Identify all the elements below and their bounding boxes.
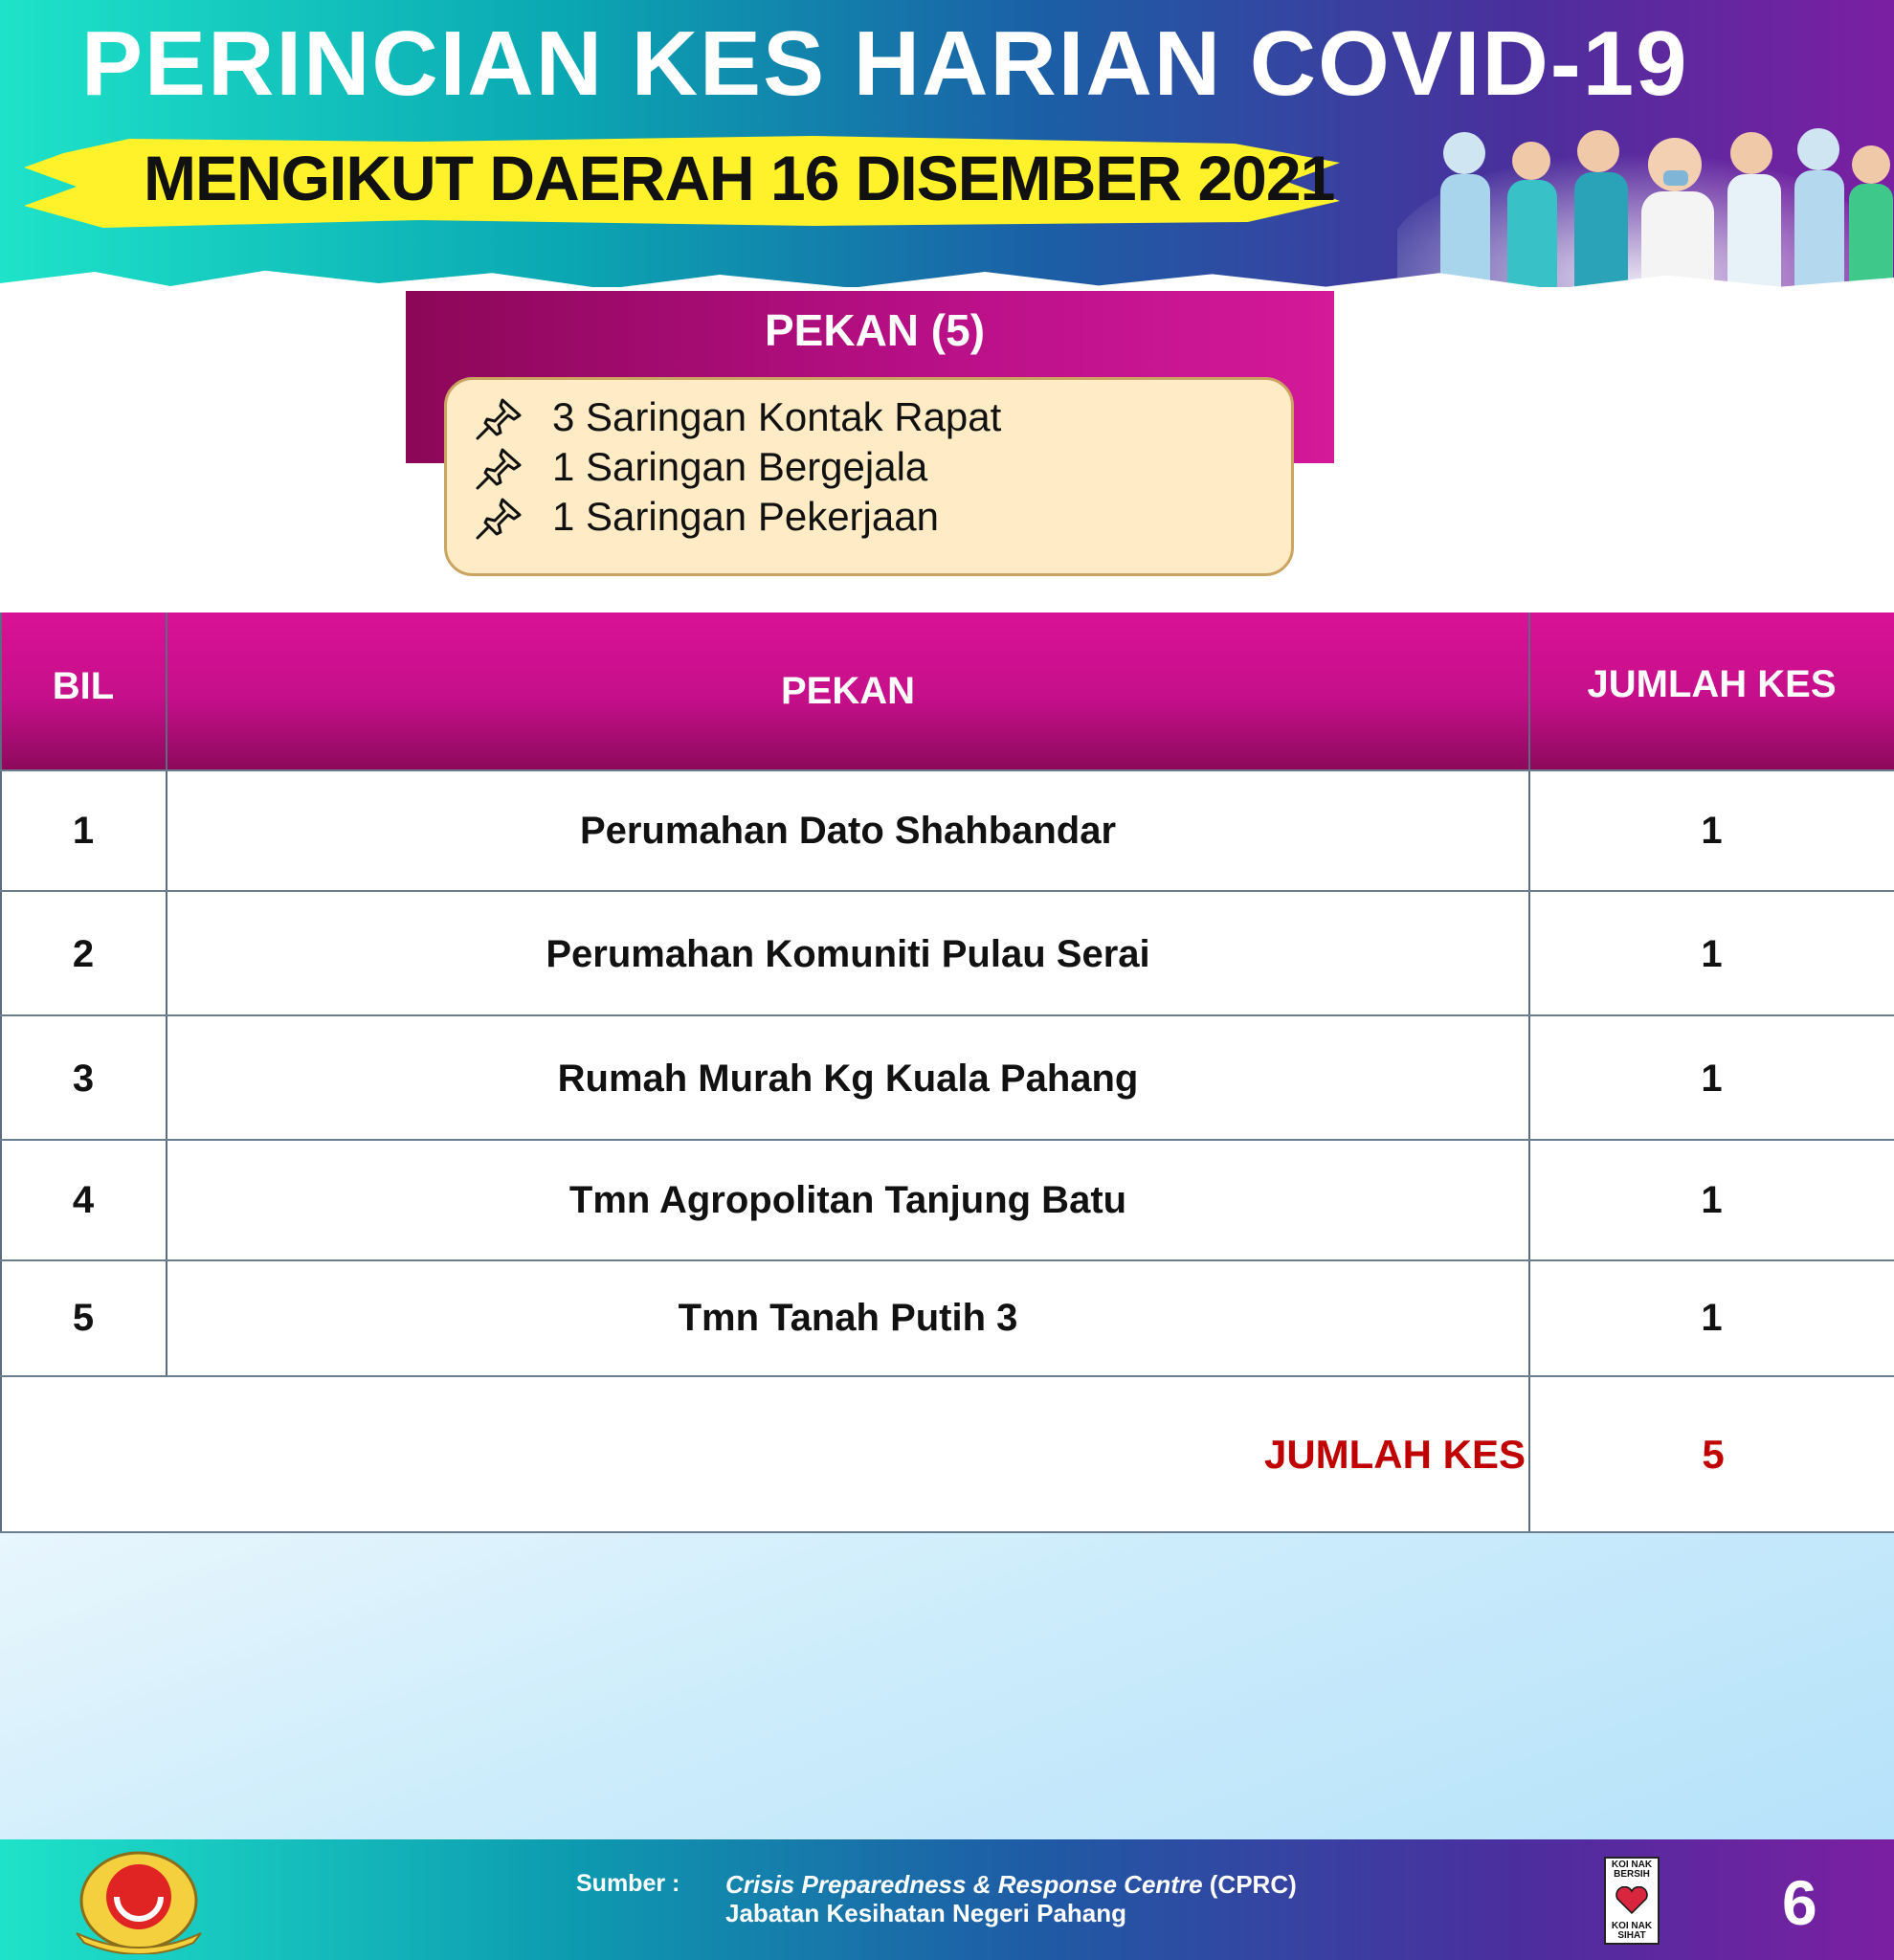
source-label: Sumber : bbox=[576, 1870, 680, 1897]
page-number: 6 bbox=[1782, 1867, 1817, 1938]
row-location: Rumah Murah Kg Kuala Pahang bbox=[557, 1058, 1139, 1100]
row-divider bbox=[0, 1139, 1894, 1141]
column-header-cases: JUMLAH KES bbox=[1587, 663, 1837, 705]
pushpin-icon bbox=[474, 444, 527, 490]
source-line-2: Jabatan Kesihatan Negeri Pahang bbox=[725, 1899, 1127, 1927]
source-organisation: Crisis Preparedness & Response Centre bbox=[725, 1870, 1203, 1899]
row-cases: 1 bbox=[1701, 1179, 1723, 1221]
source-acronym: (CPRC) bbox=[1202, 1870, 1297, 1899]
row-number: 3 bbox=[72, 1058, 95, 1100]
column-divider bbox=[166, 612, 167, 1376]
total-value: 5 bbox=[1702, 1432, 1725, 1477]
row-number: 4 bbox=[72, 1179, 95, 1221]
pushpin-icon bbox=[474, 394, 527, 440]
healthcare-workers-illustration bbox=[1397, 115, 1894, 287]
row-divider bbox=[0, 1259, 1894, 1261]
row-location: Tmn Tanah Putih 3 bbox=[678, 1297, 1018, 1339]
jkn-pahang-logo bbox=[57, 1847, 220, 1954]
background-sky-panel bbox=[0, 1533, 1894, 1839]
screening-item-text: 3 Saringan Kontak Rapat bbox=[552, 394, 1002, 439]
row-number: 1 bbox=[72, 810, 95, 852]
row-number: 2 bbox=[72, 933, 95, 975]
row-cases: 1 bbox=[1701, 810, 1723, 852]
row-divider bbox=[0, 890, 1894, 892]
row-location: Perumahan Dato Shahbandar bbox=[579, 810, 1117, 852]
row-divider bbox=[0, 1014, 1894, 1016]
screening-item-text: 1 Saringan Pekerjaan bbox=[552, 494, 939, 539]
pushpin-icon bbox=[474, 494, 527, 540]
source-line-1 bbox=[725, 1870, 1297, 1900]
total-label: JUMLAH KES bbox=[1263, 1432, 1526, 1477]
koi-nak-sihat-logo bbox=[1604, 1857, 1660, 1945]
row-location: Perumahan Komuniti Pulau Serai bbox=[546, 933, 1150, 975]
row-cases: 1 bbox=[1701, 1058, 1723, 1100]
screening-item bbox=[474, 392, 1001, 442]
district-card-title: PEKAN (5) bbox=[764, 305, 986, 355]
row-number: 5 bbox=[72, 1297, 95, 1339]
screening-item bbox=[474, 442, 927, 492]
heart-icon bbox=[1615, 1886, 1649, 1915]
page-title: PERINCIAN KES HARIAN COVID-19 bbox=[81, 12, 1689, 115]
page-subtitle: MENGIKUT DAERAH 16 DISEMBER 2021 bbox=[144, 143, 1335, 213]
column-header-bil: BIL bbox=[52, 665, 115, 707]
row-divider bbox=[0, 769, 1894, 771]
koi-logo-top-text: KOI NAK BERSIH bbox=[1611, 1860, 1653, 1880]
row-cases: 1 bbox=[1701, 1297, 1723, 1339]
screening-item-text: 1 Saringan Bergejala bbox=[552, 444, 928, 489]
row-divider bbox=[0, 1375, 1894, 1377]
header-banner bbox=[0, 0, 1894, 287]
koi-logo-bottom-text: KOI NAK SIHAT bbox=[1611, 1921, 1653, 1941]
row-location: Tmn Agropolitan Tanjung Batu bbox=[568, 1179, 1127, 1221]
screening-item bbox=[474, 492, 939, 542]
column-header-location: PEKAN bbox=[780, 670, 916, 712]
row-cases: 1 bbox=[1701, 933, 1723, 975]
